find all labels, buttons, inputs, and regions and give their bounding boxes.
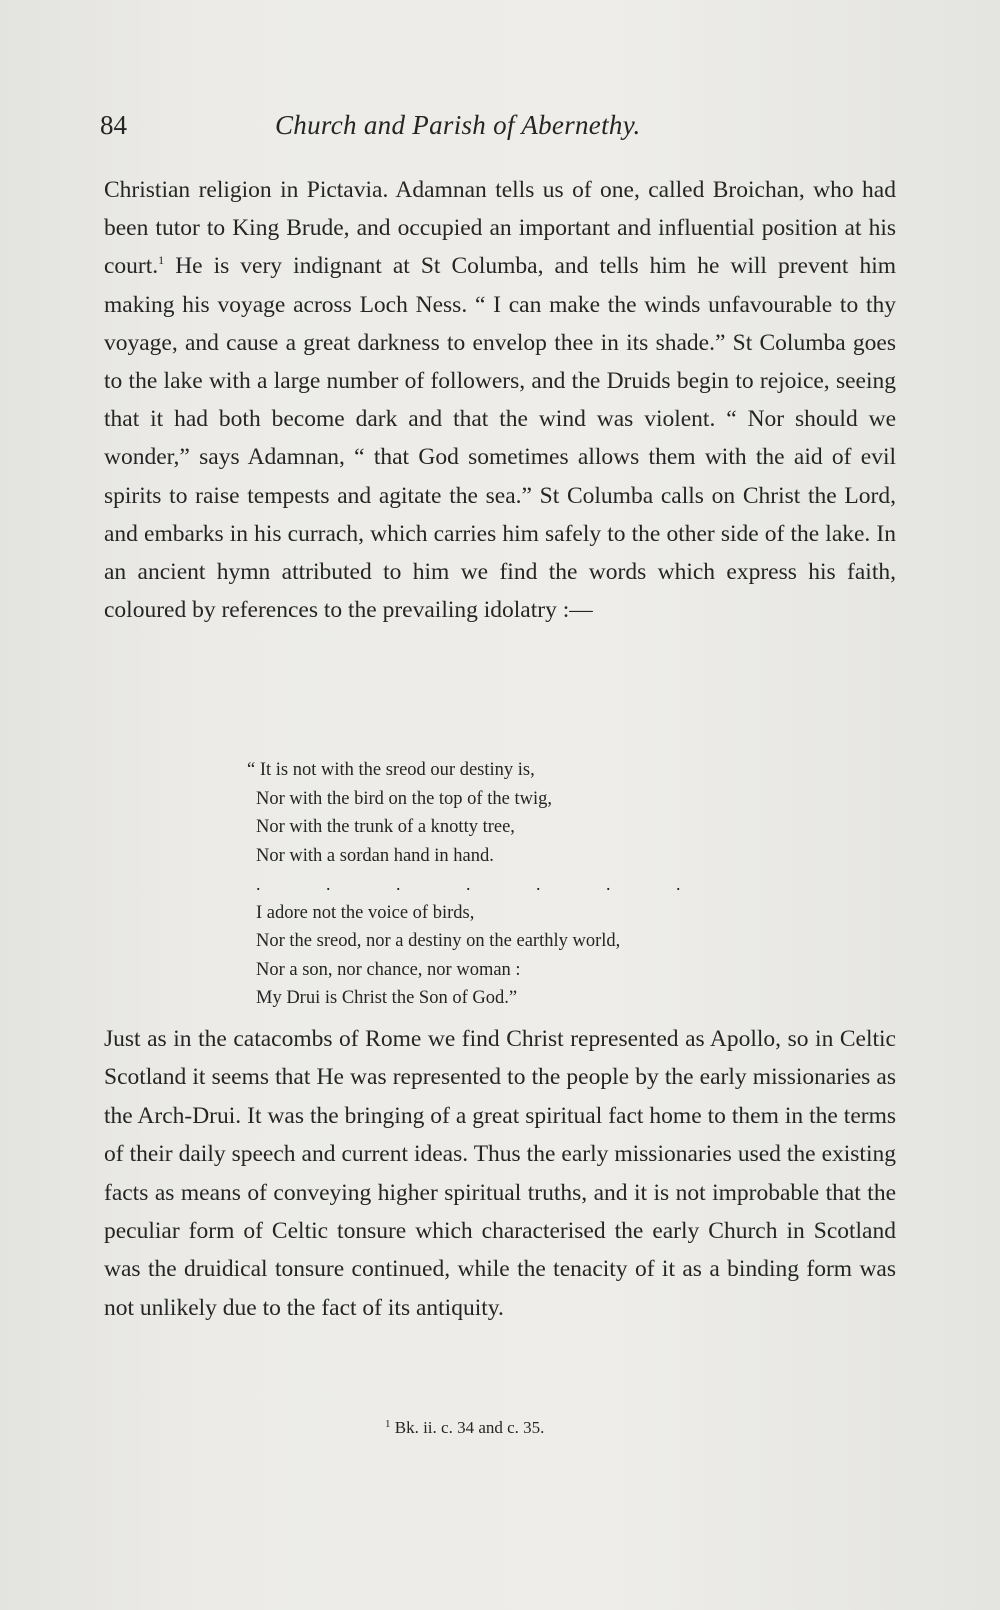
ellipsis-dot: .	[326, 874, 331, 894]
verse-line: I adore not the voice of birds,	[256, 902, 475, 923]
verse-line: Nor with the bird on the top of the twig,	[256, 788, 552, 809]
paragraph-1-continued: He is very indignant at St Columba, and tells him he will prevent him making his voyage across Loch Ness. “ I can make the winds unfavourable to thy voyage, and cause a great darkness to envelop thee in its shade.” St Columba goes to the lake with a large number of followers, and the Druids begin to rejoice, seeing that it had both become dark and that the wind was violent. “ Nor should we wonder,” says Adamnan, “ that God sometimes allows them with the aid of evil spirits to raise tempests and agitate the sea.” St Columba calls on Christ the Lord, and embarks in his currach, which carries him safely to the other side of the lake. In an ancient hymn attributed to him we find the words which express his faith, coloured by references to the prevailing idolatry :—	[104, 253, 896, 624]
running-head	[100, 110, 900, 150]
verse-ellipsis	[256, 870, 816, 899]
verse-line: “ It is not with the sreod our destiny is,	[247, 760, 535, 780]
verse-line: Nor the sreod, nor a destiny on the earthly world,	[256, 931, 621, 951]
verse-line: Nor with a sordan hand in hand.	[256, 845, 494, 866]
footnote-reference: 1	[158, 253, 165, 268]
footnote	[385, 1418, 544, 1438]
ellipsis-dot: .	[256, 874, 261, 894]
ellipsis-dot: .	[396, 874, 401, 894]
ellipsis-dot: .	[606, 874, 611, 894]
paragraph-1-text: Christian religion in Pictavia. Adamnan tells us of one, called Broichan, who had been tutor to King Brude, and occupied an important and influential position at his court.	[104, 177, 896, 280]
paragraph-2: Just as in the catacombs of Rome we find Christ represented as Apollo, so in Celtic Scotland it seems that He was represented to the people by the early missionaries as the Arch-Drui. It was the bringing of a great spiritual fact home to them in the terms of their daily speech and current ideas. Thus the early missionaries used the existing facts as means of conveying higher spiritual truths, and it is not improbable that the peculiar form of Celtic tonsure which characterised the early Church in Scotland was the druidical tonsure continued, while the tenacity of it as a binding form was not unlikely due to the fact of its antiquity.	[104, 1026, 896, 1321]
verse-line: My Drui is Christ the Son of God.”	[256, 988, 518, 1008]
verse-line: Nor a son, nor chance, nor woman :	[256, 959, 521, 980]
hymn-verse	[247, 756, 816, 1013]
ellipsis-dot: .	[536, 874, 541, 894]
ellipsis-dot: .	[466, 874, 471, 894]
paragraph-1	[104, 171, 896, 629]
footnote-mark: 1	[385, 1418, 391, 1430]
verse-line: Nor with the trunk of a knotty tree,	[256, 817, 515, 837]
running-title: Church and Parish of Abernethy.	[275, 110, 641, 140]
ellipsis-dot: .	[676, 874, 681, 894]
footnote-text: Bk. ii. c. 34 and c. 35.	[390, 1418, 545, 1437]
page-number: 84	[100, 110, 127, 140]
